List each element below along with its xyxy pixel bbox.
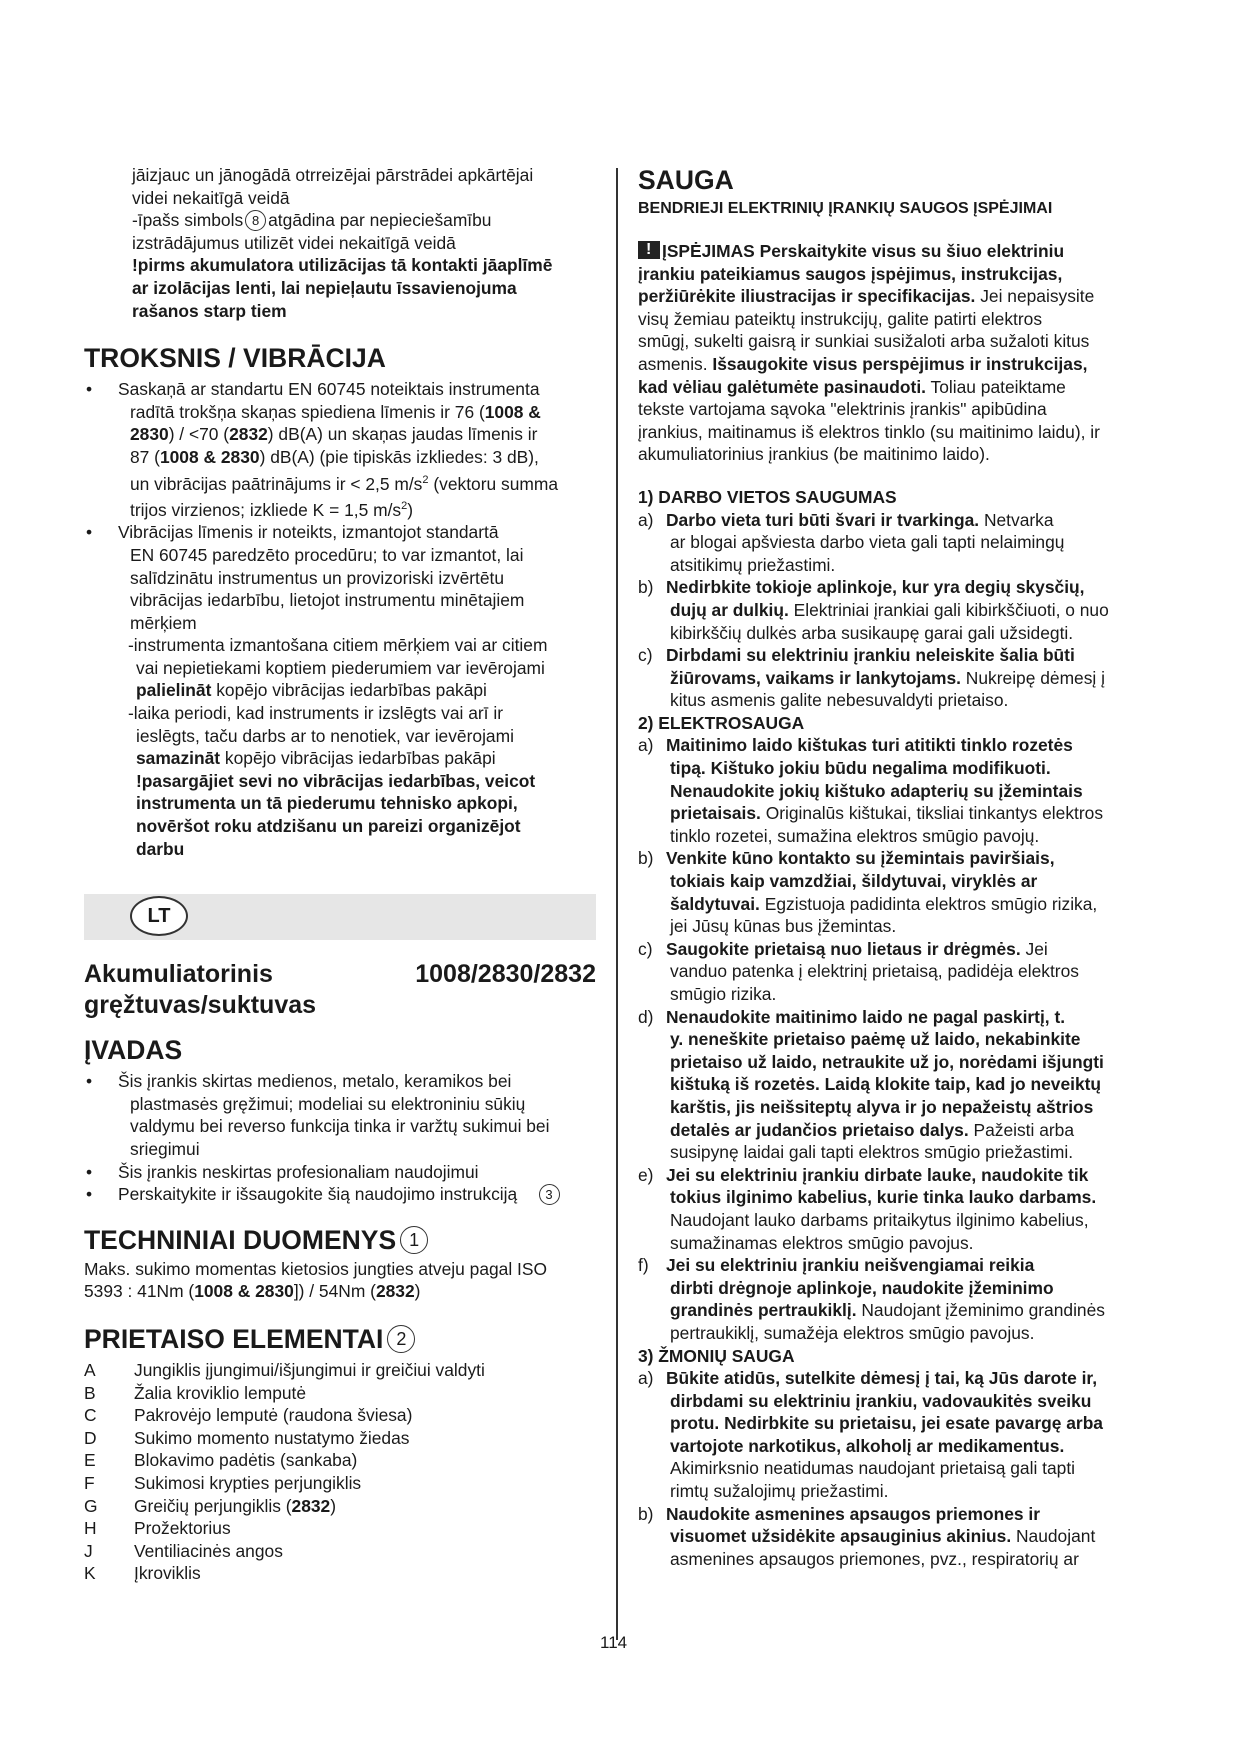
language-badge: LT: [130, 896, 188, 936]
list-item: a) Būkite atidūs, sutelkite dėmesį į tai, ką Jūs darote ir, dirbdami su elektriniu įrankiu, vadovaukitės sveiku protu. Nedirbkite su prietaisu, jei esate pavargę arba vartojote narkotikus, alkoholį ar medikamentus. Akimirksnio neatidumas naudojant prietaisą gali tapti rimtų sužalojimų priežastimi.: [638, 1368, 1103, 1502]
list-item: d) Nenaudokite maitinimo laido ne pagal paskirtį, t. y. neneškite prietaiso paėmę už laido, nekabinkite prietaiso už laido, netraukite už jo, norėdami išjungti kištuką iš rozetės. Laidą klokite taip, kad jo neveiktų karštis, jis neišsiteptų alyva ir jo nepažeistų aštrios detalės ar judančios prietaiso dalys. Pažeisti arba susipynę laidai gali tapti elektros smūgio priežastimi.: [638, 1006, 1104, 1163]
tech-heading: TECHNINIAI DUOMENYS 1: [84, 1224, 596, 1256]
list-item: • Šis įrankis skirtas medienos, metalo, keramikos bei plastmasės gręžimui; modeliai su elektroniniu sūkių valdymu bei reverso funkcija tinka ir varžtų sukimui bei sriegimui: [84, 1070, 596, 1160]
product-title: Akumuliatorinis 1008/2830/2832 gręžtuvas/suktuvas: [84, 960, 596, 1020]
language-banner: [84, 894, 596, 940]
symbol-8-icon: 8: [245, 210, 266, 231]
list-item: c) Dirbdami su elektriniu įrankiu neleiskite šalia būti žiūrovams, vaikams ir lankytojams. Nukreipę dėmesį į kitus asmenis galite nebesuvaldyti prietaiso.: [638, 645, 1105, 711]
safety-subtitle: BENDRIEJI ELEKTRINIŲ ĮRANKIŲ SAUGOS ĮSPĖJIMAI: [638, 200, 1053, 217]
list-item: a) Darbo vieta turi būti švari ir tvarkinga. Netvarka ar blogai apšviesta darbo vieta gali tapti nelaimingų atsitikimų priežastimi.: [638, 509, 1065, 575]
vibration-notes: -instrumenta izmantošana citiem mērķiem vai ar citiem vai nepietiekami koptiem piederumiem var ievērojami palielināt kopējo vibrācijas iedarbības pakāpi -laika periodi, kad instruments ir izslēgts vai arī ir ieslēgts, taču darbs ar to nenotiek, var ievērojami samazināt kopējo vibrācijas iedarbības pakāpi !pasargājiet sevi no vibrācijas iedarbības, veicot instrumenta un tā piederumu tehnisko apkopi, novēršot roku atdzišanu un pareizi organizējot darbu: [128, 635, 548, 859]
elements-heading: PRIETAISO ELEMENTAI 2: [84, 1323, 596, 1355]
reference-2-icon: 2: [387, 1325, 415, 1353]
list-item: • Perskaitykite ir išsaugokite šią naudojimo instrukciją 3: [84, 1183, 596, 1206]
left-column: jāizjauc un jānogādā otrreizējai pārstrādei apkārtējai videi nekaitīgā veidā -īpašs simbols 8 atgādina par nepieciešamību izstrādājumus utilizēt videi nekaitīgā veidā !pirms akumulatora utilizācijas tā kontakti jāaplīmē ar izolācijas lenti, lai nepieļautu īssavienojuma rašanos starp tiem TROKSNIS / VIBRĀCIJA • Saskaņā ar standartu EN 60745 noteiktais instrumenta radītā trokšņa skaņas spiediena līmenis ir 76 (1008 & 2830) / <70 (2832) dB(A) un skaņas jaudas līmenis ir 87 (1008 & 2830) dB(A) (pie tipiskās izkliedes: 3 dB), un vibrācijas paātrinājums ir < 2,5 $m/s^2$ (vektoru summa trijos virzienos; izkliede K = 1,5 $m/s^2$) • Vibrācijas līmenis ir noteikts, izmantojot standartā EN 60745 paredzēto procedūru; to var izmantot, lai salīdzinātu instrumentus un provizoriski izvērtētu vibrācijas iedarbību, lietojot instrumentu minētajiem mērķiem -instrumenta izmantošana citiem mērķiem vai ar citiem vai nepietiekami koptiem piederumiem var ievērojami palielināt kopējo vibrācijas iedarbības pakāpi -laika periodi, kad instruments ir izslēgts vai arī ir ieslēgts, taču darbs ar to nenotiek, var ievērojami samazināt kopējo vibrācijas iedarbības pakāpi !pasargājiet sevi no vibrācijas iedarbības, veicot instrumenta un tā piederumu tehnisko apkopi, novēršot roku atdzišanu un pareizi organizējot darbu LT Akumuliatorinis 1008/2830/2832 gręžtuvas/suktuvas ĮVADAS • Šis įrankis skirtas medienos, metalo, keramikos bei plastmasės gręžimui; modeliai su elektroniniu sūkių valdymu bei reverso funkcija tinka ir varžtų sukimui bei sriegimui • Šis įrankis neskirtas profesionaliam naudojimui • Perskaitykite ir išsaugokite šią naudojimo instrukciją 3 TECHNINIAI DUOMENYS 1 Maks. sukimo momentas kietosios jungties atveju pagal ISO 5393 : 41Nm (1008 & 2830]) / 54Nm (2832) PRIETAISO ELEMENTAI 2 A Jungiklis įjungimui/išjungimui ir greičiui valdyti B Žalia kroviklio lemputė C Pakrovėjo lemputė (raudona šviesa) D Sukimo momento nustatymo žiedas E Blokavimo padėtis (sankaba) F Sukimosi krypties perjungiklis G Greičių perjungiklis (2832) H Prožektorius J Ventiliacinės angos K Įkroviklis: [84, 164, 596, 1585]
right-column: [638, 164, 1160, 1570]
safety-heading: SAUGA: [638, 165, 734, 195]
parts-list: A Jungiklis įjungimui/išjungimui ir greičiui valdyti B Žalia kroviklio lemputė C Pakrovėjo lemputė (raudona šviesa) D Sukimo momento nustatymo žiedas E Blokavimo padėtis (sankaba) F Sukimosi krypties perjungiklis G Greičių perjungiklis (2832) H Prožektorius J Ventiliacinės angos K Įkroviklis: [84, 1359, 485, 1584]
list-item: b) Naudokite asmenines apsaugos priemones ir visuomet užsidėkite apsauginius akinius. Naudojant asmenines apsaugos priemones, pvz., respiratorių ar: [638, 1503, 1096, 1569]
list-item: • Šis įrankis neskirtas profesionaliam naudojimui: [84, 1161, 596, 1184]
list-item: • Saskaņā ar standartu EN 60745 noteiktais instrumenta radītā trokšņa skaņas spiediena līmenis ir 76 (1008 & 2830) / <70 (2832) dB(A) un skaņas jaudas līmenis ir 87 (1008 & 2830) dB(A) (pie tipiskās izkliedes: 3 dB), un vibrācijas paātrinājums ir < 2,5 $m/s^2$ (vektoru summa trijos virzienos; izkliede K = 1,5 $m/s^2$): [84, 378, 596, 521]
list-item: c) Saugokite prietaisą nuo lietaus ir drėgmės. Jei vanduo patenka į elektrinį prietaisą, padidėja elektros smūgio rizika.: [638, 938, 1079, 1004]
list-item: b) Venkite kūno kontakto su įžemintais paviršiais, tokiais kaip vamzdžiai, šildytuvai, viryklės ar šaldytuvai. Egzistuoja padidinta elektros smūgio rizika, jei Jūsų kūnas bus įžemintas.: [638, 848, 1098, 937]
reference-1-icon: 1: [400, 1226, 428, 1254]
general-warning: !ĮSPĖJIMAS Perskaitykite visus su šiuo elektriniu įrankiu pateikiamus saugos įspėjimus, instrukcijas, peržiūrėkite iliustracijas ir specifikacijas. Jei nepaisysite visų žemiau pateiktų instrukcijų, galite patirti elektros smūgį, sukelti gaisrą ir sunkiai susižaloti arba sužaloti kitus asmenis. Išsaugokite visus perspėjimus ir instrukcijas, kad vėliau galėtumėte pasinaudoti. Toliau pateiktame tekste vartojama sąvoka "elektrinis įrankis" apibūdina įrankius, maitinamus iš elektros tinklo (su maitinimo laidu), ir akumuliatorinius įrankius (be maitinimo laido).: [638, 240, 1160, 466]
section-electrical: 2) ELEKTROSAUGA: [638, 712, 805, 733]
list-item: e) Jei su elektriniu įrankiu dirbate lauke, naudokite tik tokius ilginimo kabelius, kurie tinka lauko darbams. Naudojant lauko darbams pritaikytus ilginimo kabelius, sumažinamas elektros smūgio pavojus.: [638, 1164, 1097, 1253]
reference-3-icon: 3: [539, 1184, 560, 1205]
noise-list: [84, 378, 596, 634]
intro-heading: ĮVADAS: [84, 1035, 183, 1066]
list-item: • Vibrācijas līmenis ir noteikts, izmantojot standartā EN 60745 paredzēto procedūru; to var izmantot, lai salīdzinātu instrumentus un provizoriski izvērtētu vibrācijas iedarbību, lietojot instrumentu minētajiem mērķiem: [84, 521, 596, 634]
noise-heading: TROKSNIS / VIBRĀCIJA: [84, 343, 386, 374]
recycling-text: jāizjauc un jānogādā otrreizējai pārstrādei apkārtējai videi nekaitīgā veidā -īpašs simbols 8 atgādina par nepieciešamību izstrādājumus utilizēt videi nekaitīgā veidā !pirms akumulatora utilizācijas tā kontakti jāaplīmē ar izolācijas lenti, lai nepieļautu īssavienojuma rašanos starp tiem: [132, 165, 553, 321]
column-divider: [616, 168, 618, 1640]
page-number: 114: [600, 1633, 628, 1652]
list-item: f) Jei su elektriniu įrankiu neišvengiamai reikia dirbti drėgnoje aplinkoje, naudokite įžeminimo grandinės pertraukiklį. Naudojant įžeminimo grandinės pertraukiklį, sumažėja elektros smūgio pavojus.: [638, 1255, 1105, 1343]
section-work-area: 1) DARBO VIETOS SAUGUMAS: [638, 486, 897, 507]
warning-icon: [638, 241, 660, 259]
list-item: b) Nedirbkite tokioje aplinkoje, kur yra degių skysčių, dujų ar dulkių. Elektriniai įrankiai gali kibirkščiuoti, o nuo kibirkščių dulkės arba susikaupę garai gali užsidegti.: [638, 577, 1109, 643]
section-personal: 3) ŽMONIŲ SAUGA: [638, 1345, 795, 1366]
list-item: a) Maitinimo laido kištukas turi atitikti tinklo rozetės tipą. Kištuko jokiu būdu negalima modifikuoti. Nenaudokite jokių kištuko adapterių su įžemintais prietaisais. Originalūs kištukai, tiksliai tinkantys elektros tinklo rozetei, sumažina elektros smūgio pavojų.: [638, 735, 1104, 846]
intro-list: [84, 1070, 596, 1206]
